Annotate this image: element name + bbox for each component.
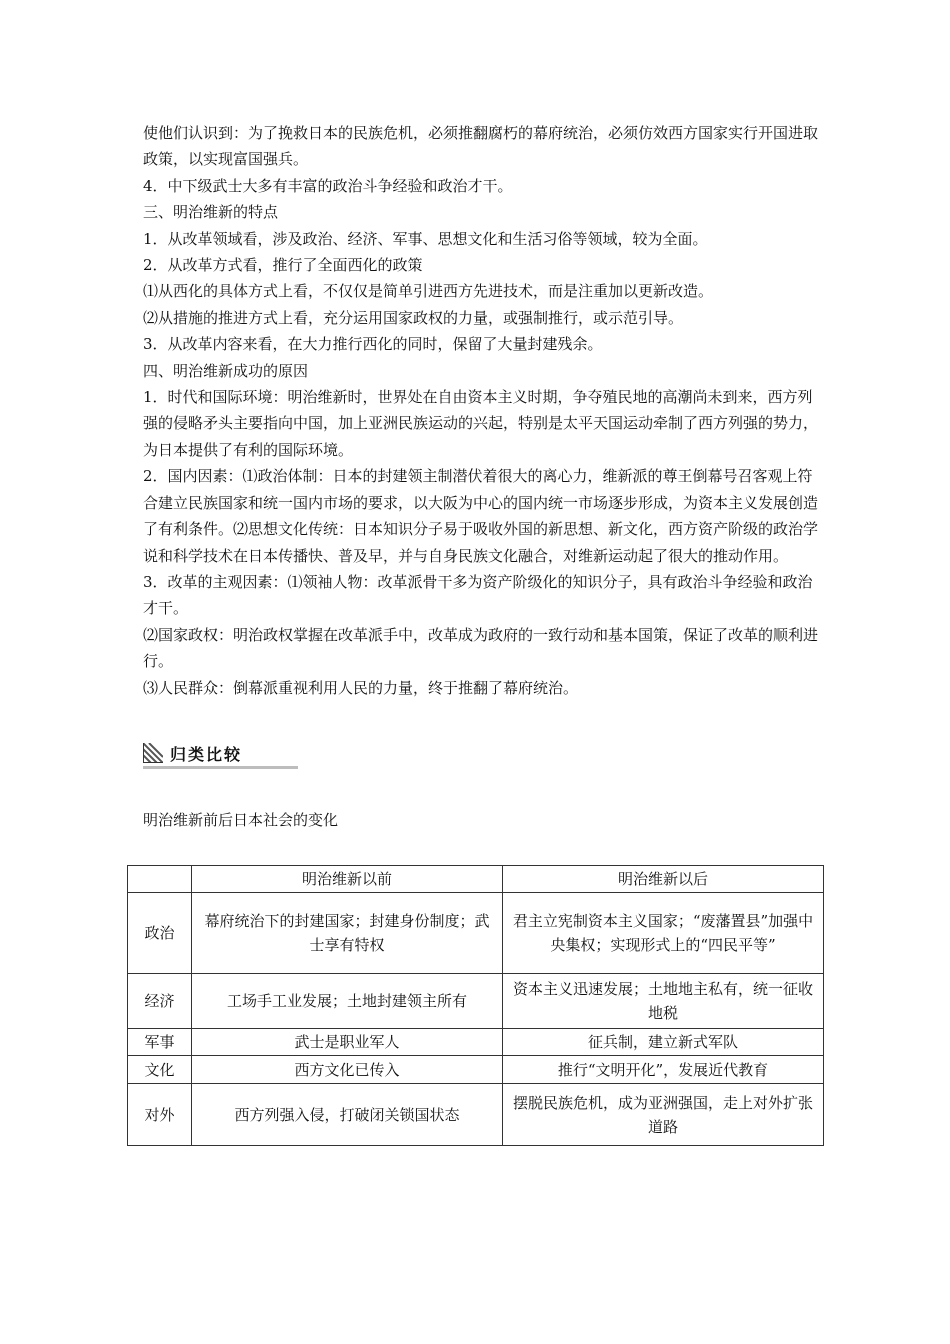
row-label: 经济 [128,974,192,1029]
table-caption: 明治维新前后日本社会的变化 [143,811,339,829]
table-header-row [128,866,824,893]
row-label: 文化 [128,1056,192,1084]
paragraph: 3．改革的主观因素：⑴领袖人物：改革派骨干多为资产阶级化的知识分子，具有政治斗争经验和政治才干。 [143,572,813,618]
paragraph: 3．从改革内容来看，在大力推行西化的同时，保留了大量封建残余。 [143,335,603,354]
table-row [128,974,824,1029]
before-cell: 西方列强入侵，打破闭关锁国状态 [192,1084,503,1146]
table-row [128,893,824,974]
paragraph: ⑴从西化的具体方式上看，不仅仅是简单引进西方先进技术，而是注重加以更新改造。 [143,282,714,301]
header-cell: 明治维新以前 [192,866,503,893]
before-cell: 武士是职业军人 [192,1029,503,1056]
after-cell: 推行“文明开化”，发展近代教育 [503,1056,824,1084]
before-cell: 工场手工业发展；土地封建领主所有 [192,974,503,1029]
header-cell [128,866,192,893]
after-cell: 摆脱民族危机，成为亚洲强国，走上对外扩张道路 [503,1084,824,1146]
after-cell: 资本主义迅速发展；土地地主私有，统一征收地税 [503,974,824,1029]
body-text [143,120,823,701]
header-cell: 明治维新以后 [503,866,824,893]
before-cell: 幕府统治下的封建国家；封建身份制度；武士享有特权 [192,893,503,974]
row-label: 政治 [128,893,192,974]
paragraph: 4．中下级武士大多有丰富的政治斗争经验和政治才干。 [143,176,513,195]
paragraph: 1．时代和国际环境：明治维新时，世界处在自由资本主义时期，争夺殖民地的高潮尚未到来，西方列强的侵略矛头主要指向中国，加上亚洲民族运动的兴起，特别是太平天国运动牵制了西方列强的势力，为日本提供了有利的国际环境。 [143,388,819,459]
diagonal-stripes-icon [143,743,163,763]
paragraph: ⑵国家政权：明治政权掌握在改革派手中，改革成为政府的一致行动和基本国策，保证了改革的顺利进行。 [143,625,819,671]
comparison-table [127,865,824,1146]
paragraph: ⑶人民群众：倒幕派重视利用人民的力量，终于推翻了幕府统治。 [143,678,579,697]
paragraph: 1．从改革领域看，涉及政治、经济、军事、思想文化和生活习俗等领域，较为全面。 [143,229,708,248]
table-row [128,1029,824,1056]
after-cell: 征兵制，建立新式军队 [503,1029,824,1056]
table-row [128,1084,824,1146]
before-cell: 西方文化已传入 [192,1056,503,1084]
paragraph: ⑵从措施的推进方式上看，充分运用国家政权的力量，或强制推行，或示范引导。 [143,308,684,327]
section-heading: 三、明治维新的特点 [143,203,279,222]
after-cell: 君主立宪制资本主义国家；“废藩置县”加强中央集权；实现形式上的“四民平等” [503,893,824,974]
paragraph: 2．从改革方式看，推行了全面西化的政策 [143,256,423,275]
table-row [128,1056,824,1084]
section-title-bar [143,742,298,769]
paragraph: 使他们认识到：为了挽救日本的民族危机，必须推翻腐朽的幕府统治，必须仿效西方国家实行开国进取政策，以实现富国强兵。 [143,124,819,169]
section-title: 归类比较 [170,745,243,764]
row-label: 对外 [128,1084,192,1146]
paragraph: 2．国内因素：⑴政治体制：日本的封建领主制潜伏着很大的离心力，维新派的尊王倒幕号召客观上符合建立民族国家和统一国内市场的要求，以大阪为中心的国内统一市场逐步形成，为资本主义发展创造了有利条件。⑵思想文化传统：日本知识分子易于吸收外国的新思想、新文化，西方资产阶级的政治学说和科学技术在日本传播快、普及早，并与自身民族文化融合，对维新运动起了很大的推动作用。 [143,467,819,565]
row-label: 军事 [128,1029,192,1056]
section-heading: 四、明治维新成功的原因 [143,361,309,380]
